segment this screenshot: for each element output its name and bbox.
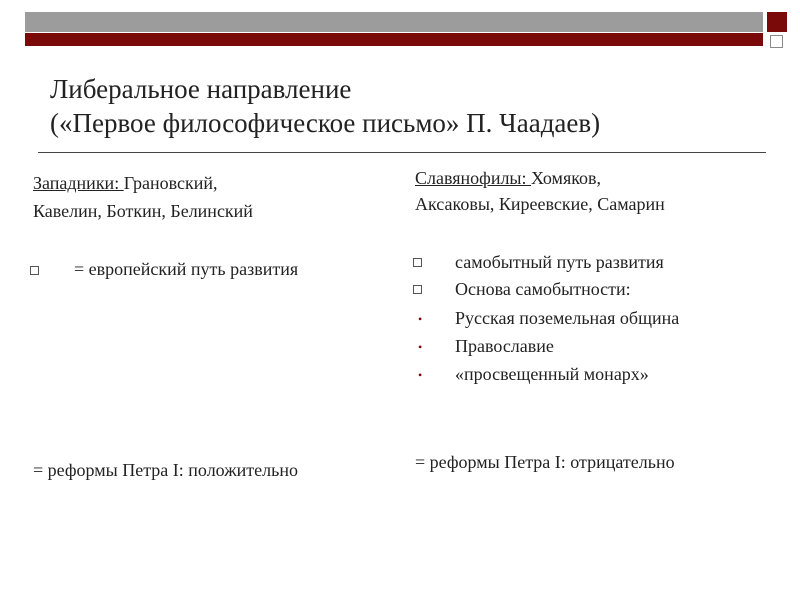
dot-bullet-icon: • xyxy=(418,368,423,382)
slavophiles-bullet-3: Русская поземельная община xyxy=(455,308,680,328)
slavophiles-names-line2: Аксаковы, Киреевские, Самарин xyxy=(415,194,665,214)
westernizers-names: Грановский, xyxy=(123,173,218,193)
westernizers-bullet-1: = европейский путь развития xyxy=(74,259,299,279)
westernizers-heading xyxy=(33,171,218,195)
slavophiles-bullet-4: Православие xyxy=(455,336,554,356)
slavophiles-reforms: = реформы Петра I: отрицательно xyxy=(415,452,675,472)
slavophiles-label: Славянофилы: xyxy=(415,168,532,188)
corner-outline-square xyxy=(770,35,783,48)
square-bullet-icon xyxy=(413,258,422,267)
title-divider xyxy=(38,152,766,153)
square-bullet-icon xyxy=(413,285,422,294)
dot-bullet-icon: • xyxy=(418,312,423,326)
dot-bullet-icon: • xyxy=(418,340,423,354)
slavophiles-heading xyxy=(415,166,601,190)
slavophiles-names: Хомяков, xyxy=(531,168,602,188)
square-bullet-icon xyxy=(30,266,39,275)
slide-title xyxy=(50,72,600,140)
slavophiles-bullet-5: «просвещенный монарх» xyxy=(455,364,649,384)
westernizers-label: Западники: xyxy=(33,173,124,193)
title-line-1: Либеральное направление xyxy=(50,74,352,104)
header-red-bar xyxy=(25,33,763,46)
slavophiles-bullet-2: Основа самобытности: xyxy=(455,279,631,299)
westernizers-reforms: = реформы Петра I: положительно xyxy=(33,460,298,480)
westernizers-names-line2: Кавелин, Боткин, Белинский xyxy=(33,201,253,221)
title-line-2: («Первое философическое письмо» П. Чаадаев) xyxy=(50,108,601,138)
corner-red-square xyxy=(767,12,787,32)
slavophiles-bullet-1: самобытный путь развития xyxy=(455,252,664,272)
header-gray-bar xyxy=(25,12,763,32)
